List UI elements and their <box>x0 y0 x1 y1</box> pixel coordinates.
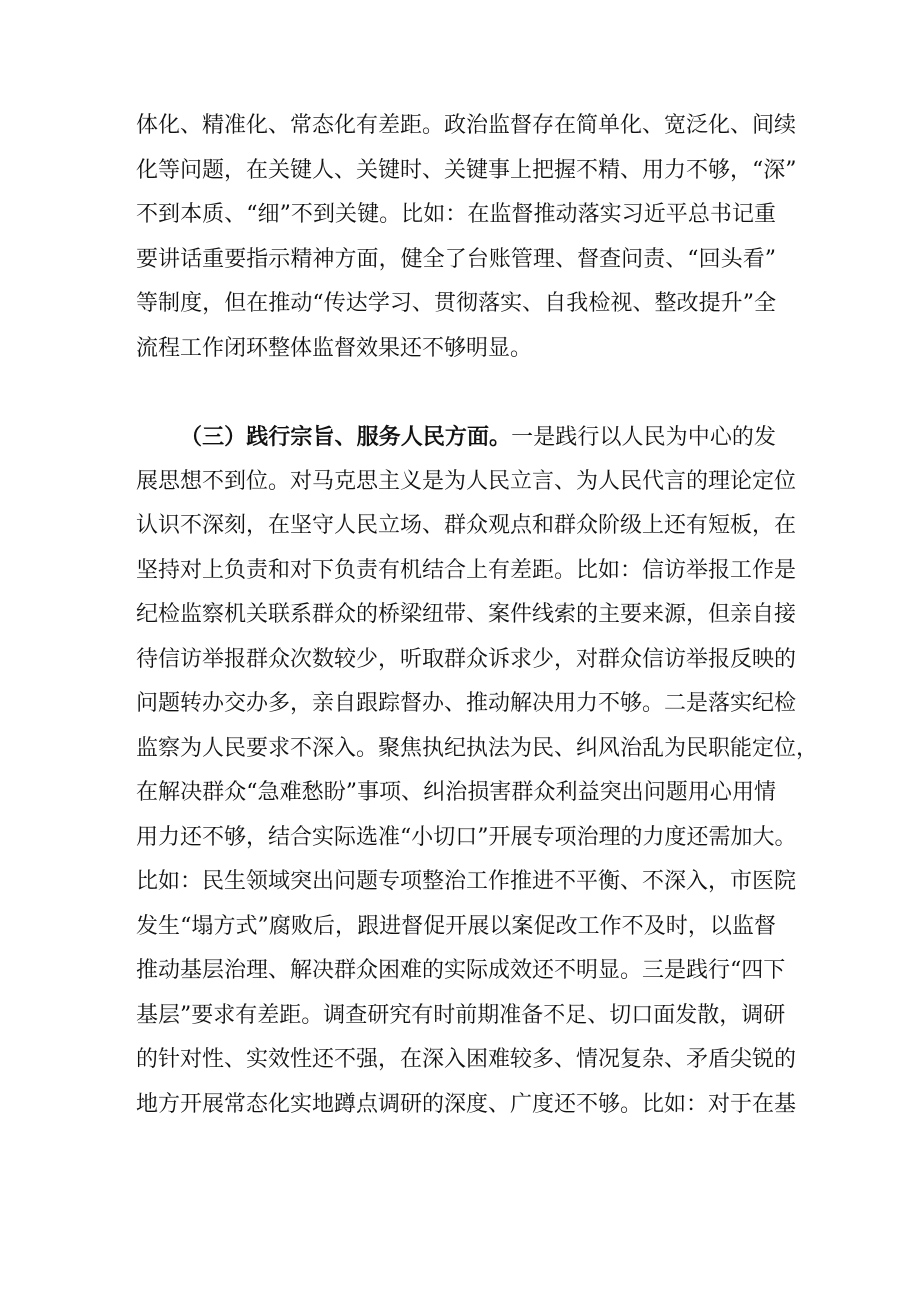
paragraph-line: 坚持对上负责和对下负责有机结合上有差距。比如：信访举报工作是 <box>136 557 797 583</box>
paragraph-political-supervision <box>136 104 797 371</box>
paragraph-line: 纪检监察机关联系群众的桥梁纽带、案件线索的主要来源，但亲自接 <box>136 602 797 627</box>
paragraph-line: 认识不深刻，在坚守人民立场、群众观点和群众阶级上还有短板，在 <box>136 513 797 538</box>
paragraph-first-line <box>136 415 776 460</box>
paragraph-line: 基层”要求有差距。调查研究有时前期准备不足、切口面发散，调研 <box>136 1002 786 1028</box>
paragraph-line: 用力还不够，结合实际选准“小切口”开展专项治理的力度还需加大。 <box>136 824 797 850</box>
paragraph-line: 的针对性、实效性还不强，在深入困难较多、情况复杂、矛盾尖锐的 <box>136 1047 797 1072</box>
paragraph-line: 化等问题，在关键人、关键时、关键事上把握不精、用力不够，“深” <box>136 157 797 183</box>
section-heading: （三）践行宗旨、服务人民方面。 <box>180 424 512 450</box>
paragraph-line: 流程工作闭环整体监督效果还不够明显。 <box>136 335 533 361</box>
paragraph-line: 不到本质、“细”不到关键。比如：在监督推动落实习近平总书记重 <box>136 202 776 227</box>
paragraph-line: 在解决群众“急难愁盼”事项、纠治损害群众利益突出问题用心用情 <box>136 780 776 805</box>
paragraph-line: 等制度，但在推动“传达学习、贯彻落实、自我检视、整改提升”全 <box>136 291 776 316</box>
paragraph-line: 发生“塌方式”腐败后，跟进督促开展以案促改工作不及时，以监督 <box>136 913 776 939</box>
paragraph-line: 要讲话重要指示精神方面，健全了台账管理、督查问责、“回头看” <box>136 246 776 272</box>
paragraph-line: 地方开展常态化实地蹲点调研的深度、广度还不够。比如：对于在基 <box>136 1091 797 1117</box>
paragraph-line: 比如：民生领域突出问题专项整治工作推进不平衡、不深入，市医院 <box>136 869 797 894</box>
paragraph-line: 问题转办交办多，亲自跟踪督办、推动解决用力不够。二是落实纪检 <box>136 691 797 716</box>
paragraph-serve-people <box>136 415 819 1127</box>
paragraph-line: 展思想不到位。对马克思主义是为人民立言、为人民代言的理论定位 <box>136 468 797 494</box>
paragraph-line: 待信访举报群众次数较少，听取群众诉求少，对群众信访举报反映的 <box>136 646 797 672</box>
first-line-text: 一是践行以人民为中心的发 <box>511 425 776 450</box>
paragraph-line: 体化、精准化、常态化有差距。政治监督存在简单化、宽泛化、间续 <box>136 113 797 138</box>
paragraph-line: 监察为人民要求不深入。聚焦执纪执法为民、纠风治乱为民职能定位， <box>136 735 819 761</box>
paragraph-line: 推动基层治理、解决群众困难的实际成效还不明显。三是践行“四下 <box>136 958 786 983</box>
